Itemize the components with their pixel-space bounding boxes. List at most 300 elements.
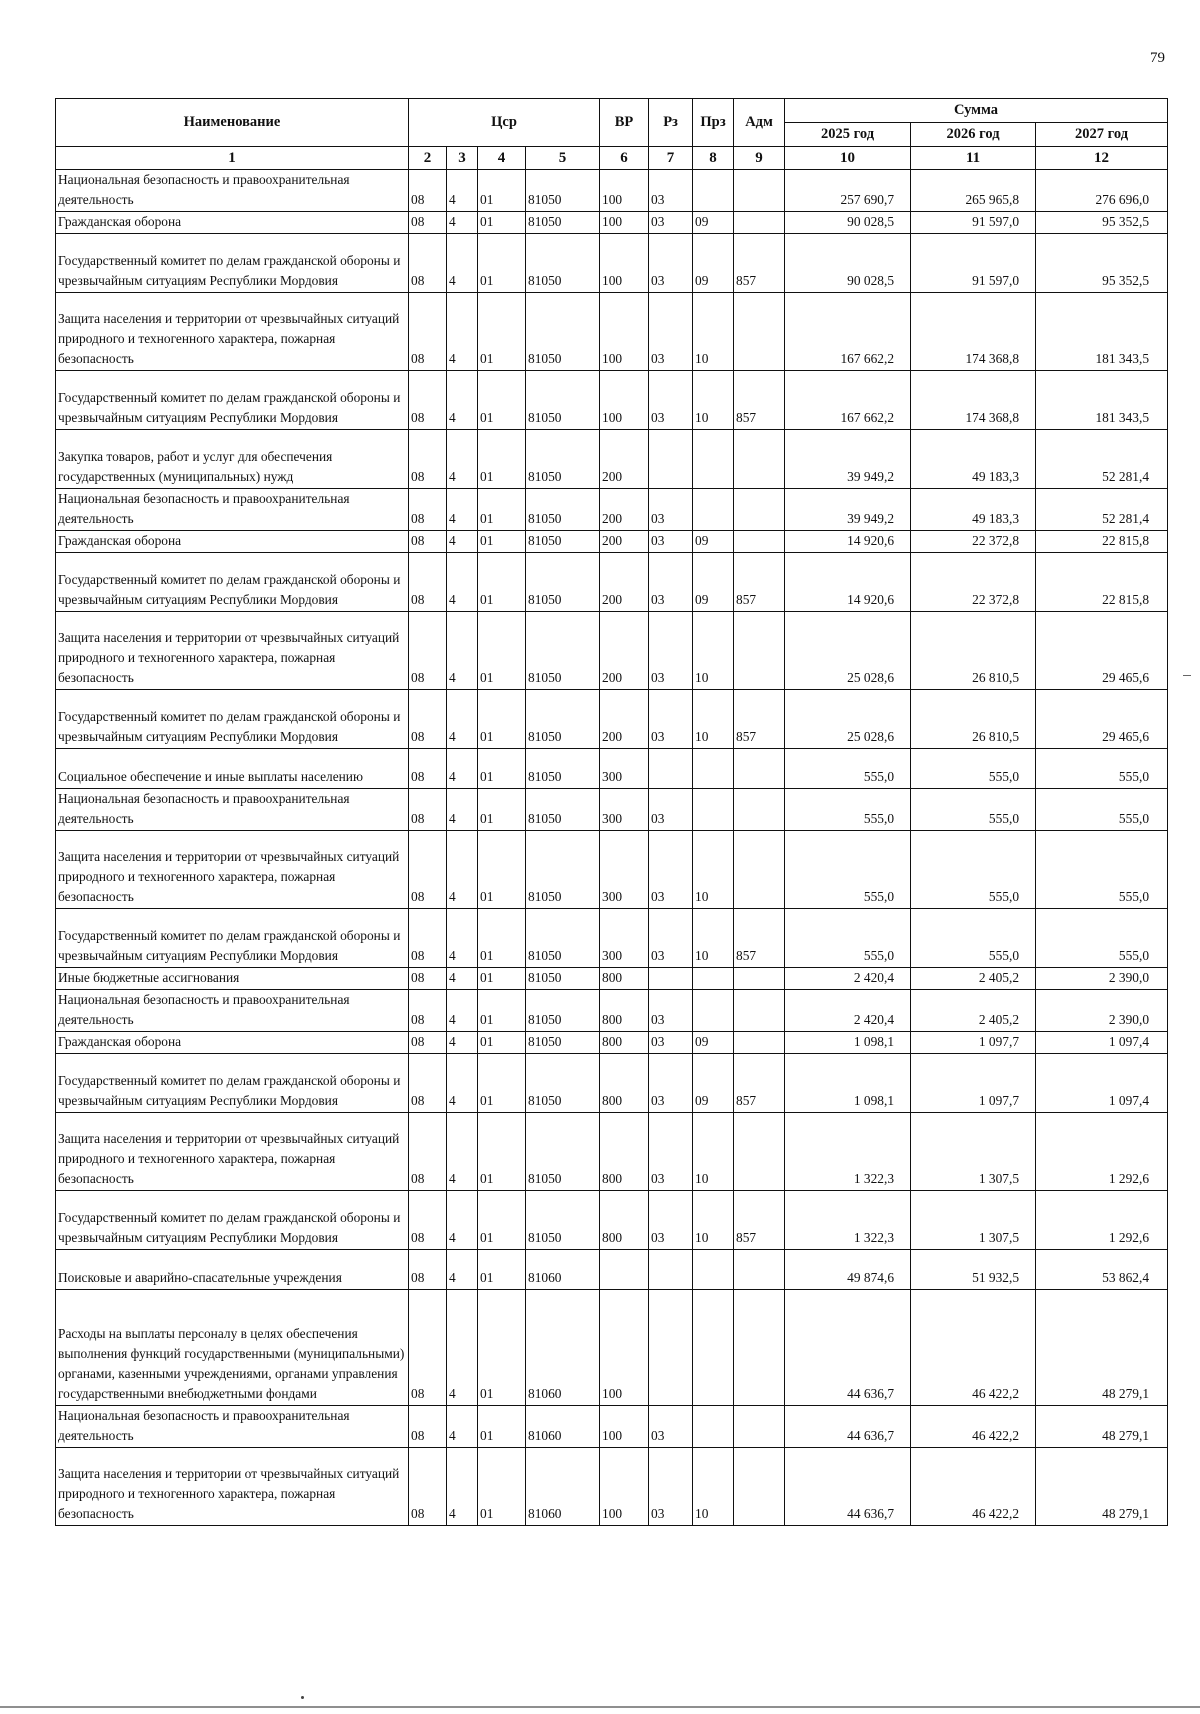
row-name: Социальное обеспечение и иные выплаты населению bbox=[56, 749, 409, 789]
table-row bbox=[56, 371, 1168, 430]
sum-2027: 555,0 bbox=[1036, 749, 1168, 789]
csr-part-1: 08 bbox=[409, 968, 447, 990]
row-name: Защита населения и территории от чрезвычайных ситуаций природного и техногенного характера, пожарная безопасность bbox=[56, 831, 409, 909]
vr-cell: 300 bbox=[600, 749, 649, 789]
csr-part-4: 81050 bbox=[526, 909, 600, 968]
row-name: Национальная безопасность и правоохранительная деятельность bbox=[56, 789, 409, 831]
sum-2027: 29 465,6 bbox=[1036, 690, 1168, 749]
header-sum: Сумма bbox=[785, 99, 1168, 123]
sum-2025: 25 028,6 bbox=[785, 690, 911, 749]
column-number: 7 bbox=[649, 147, 693, 170]
vr-cell: 800 bbox=[600, 990, 649, 1032]
table-row bbox=[56, 612, 1168, 690]
csr-part-4: 81060 bbox=[526, 1406, 600, 1448]
adm-cell bbox=[734, 1448, 785, 1526]
adm-cell: 857 bbox=[734, 1054, 785, 1113]
table-row bbox=[56, 968, 1168, 990]
column-number: 12 bbox=[1036, 147, 1168, 170]
column-number: 9 bbox=[734, 147, 785, 170]
table-row bbox=[56, 489, 1168, 531]
csr-part-2: 4 bbox=[447, 212, 478, 234]
rz-cell: 03 bbox=[649, 1054, 693, 1113]
table-row bbox=[56, 234, 1168, 293]
csr-part-4: 81050 bbox=[526, 553, 600, 612]
sum-2025: 49 874,6 bbox=[785, 1250, 911, 1290]
sum-2027: 48 279,1 bbox=[1036, 1448, 1168, 1526]
sum-2027: 555,0 bbox=[1036, 789, 1168, 831]
csr-part-3: 01 bbox=[478, 789, 526, 831]
row-name: Гражданская оборона bbox=[56, 212, 409, 234]
vr-cell: 800 bbox=[600, 968, 649, 990]
row-name: Защита населения и территории от чрезвычайных ситуаций природного и техногенного характера, пожарная безопасность bbox=[56, 612, 409, 690]
rz-cell: 03 bbox=[649, 1406, 693, 1448]
sum-2025: 14 920,6 bbox=[785, 531, 911, 553]
column-number: 8 bbox=[693, 147, 734, 170]
vr-cell: 100 bbox=[600, 1448, 649, 1526]
sum-2025: 1 322,3 bbox=[785, 1113, 911, 1191]
csr-part-1: 08 bbox=[409, 170, 447, 212]
csr-part-4: 81060 bbox=[526, 1290, 600, 1406]
prz-cell bbox=[693, 1290, 734, 1406]
adm-cell bbox=[734, 489, 785, 531]
adm-cell: 857 bbox=[734, 553, 785, 612]
rz-cell bbox=[649, 430, 693, 489]
rz-cell: 03 bbox=[649, 690, 693, 749]
sum-2025: 90 028,5 bbox=[785, 212, 911, 234]
vr-cell: 100 bbox=[600, 1406, 649, 1448]
rz-cell: 03 bbox=[649, 1113, 693, 1191]
prz-cell: 10 bbox=[693, 293, 734, 371]
table-row bbox=[56, 990, 1168, 1032]
vr-cell: 300 bbox=[600, 789, 649, 831]
csr-part-3: 01 bbox=[478, 612, 526, 690]
vr-cell: 800 bbox=[600, 1054, 649, 1113]
adm-cell bbox=[734, 749, 785, 789]
rz-cell bbox=[649, 1290, 693, 1406]
csr-part-4: 81050 bbox=[526, 749, 600, 789]
csr-part-4: 81060 bbox=[526, 1448, 600, 1526]
csr-part-2: 4 bbox=[447, 612, 478, 690]
sum-2025: 2 420,4 bbox=[785, 968, 911, 990]
csr-part-3: 01 bbox=[478, 690, 526, 749]
rz-cell: 03 bbox=[649, 170, 693, 212]
header-year-2026: 2026 год bbox=[911, 123, 1036, 147]
header-adm: Адм bbox=[734, 99, 785, 147]
table-body bbox=[56, 170, 1168, 1526]
column-number: 1 bbox=[56, 147, 409, 170]
row-name: Национальная безопасность и правоохранительная деятельность bbox=[56, 1406, 409, 1448]
sum-2026: 265 965,8 bbox=[911, 170, 1036, 212]
sum-2025: 555,0 bbox=[785, 789, 911, 831]
adm-cell bbox=[734, 1032, 785, 1054]
rz-cell: 03 bbox=[649, 212, 693, 234]
csr-part-2: 4 bbox=[447, 234, 478, 293]
adm-cell bbox=[734, 293, 785, 371]
rz-cell: 03 bbox=[649, 789, 693, 831]
rz-cell: 03 bbox=[649, 293, 693, 371]
csr-part-3: 01 bbox=[478, 1406, 526, 1448]
csr-part-1: 08 bbox=[409, 293, 447, 371]
csr-part-4: 81050 bbox=[526, 234, 600, 293]
sum-2025: 1 098,1 bbox=[785, 1032, 911, 1054]
csr-part-4: 81050 bbox=[526, 690, 600, 749]
vr-cell bbox=[600, 1250, 649, 1290]
column-number: 11 bbox=[911, 147, 1036, 170]
rz-cell bbox=[649, 968, 693, 990]
adm-cell: 857 bbox=[734, 909, 785, 968]
sum-2027: 181 343,5 bbox=[1036, 371, 1168, 430]
csr-part-4: 81050 bbox=[526, 430, 600, 489]
row-name: Национальная безопасность и правоохранительная деятельность bbox=[56, 990, 409, 1032]
rz-cell: 03 bbox=[649, 831, 693, 909]
csr-part-1: 08 bbox=[409, 612, 447, 690]
adm-cell bbox=[734, 831, 785, 909]
sum-2025: 167 662,2 bbox=[785, 293, 911, 371]
prz-cell bbox=[693, 968, 734, 990]
column-number: 3 bbox=[447, 147, 478, 170]
header-year-2025: 2025 год bbox=[785, 123, 911, 147]
csr-part-4: 81050 bbox=[526, 968, 600, 990]
csr-part-2: 4 bbox=[447, 690, 478, 749]
column-number: 5 bbox=[526, 147, 600, 170]
csr-part-1: 08 bbox=[409, 990, 447, 1032]
csr-part-3: 01 bbox=[478, 430, 526, 489]
prz-cell bbox=[693, 749, 734, 789]
table-row bbox=[56, 1032, 1168, 1054]
prz-cell bbox=[693, 990, 734, 1032]
adm-cell bbox=[734, 789, 785, 831]
sum-2026: 46 422,2 bbox=[911, 1290, 1036, 1406]
sum-2026: 91 597,0 bbox=[911, 234, 1036, 293]
csr-part-3: 01 bbox=[478, 1290, 526, 1406]
csr-part-3: 01 bbox=[478, 749, 526, 789]
table-row bbox=[56, 1250, 1168, 1290]
csr-part-1: 08 bbox=[409, 1054, 447, 1113]
sum-2025: 555,0 bbox=[785, 749, 911, 789]
csr-part-4: 81050 bbox=[526, 489, 600, 531]
csr-part-3: 01 bbox=[478, 909, 526, 968]
csr-part-2: 4 bbox=[447, 1406, 478, 1448]
csr-part-4: 81050 bbox=[526, 831, 600, 909]
table-row bbox=[56, 430, 1168, 489]
sum-2026: 1 307,5 bbox=[911, 1191, 1036, 1250]
csr-part-3: 01 bbox=[478, 489, 526, 531]
vr-cell: 800 bbox=[600, 1191, 649, 1250]
sum-2026: 555,0 bbox=[911, 831, 1036, 909]
csr-part-4: 81050 bbox=[526, 1032, 600, 1054]
row-name: Государственный комитет по делам гражданской обороны и чрезвычайным ситуациям Республики Мордовия bbox=[56, 1054, 409, 1113]
prz-cell: 10 bbox=[693, 1191, 734, 1250]
csr-part-2: 4 bbox=[447, 909, 478, 968]
csr-part-4: 81050 bbox=[526, 789, 600, 831]
row-name: Защита населения и территории от чрезвычайных ситуаций природного и техногенного характера, пожарная безопасность bbox=[56, 293, 409, 371]
page-number: 79 bbox=[1150, 50, 1165, 66]
rz-cell: 03 bbox=[649, 1448, 693, 1526]
csr-part-4: 81050 bbox=[526, 1113, 600, 1191]
csr-part-3: 01 bbox=[478, 968, 526, 990]
prz-cell bbox=[693, 430, 734, 489]
sum-2027: 52 281,4 bbox=[1036, 430, 1168, 489]
sum-2025: 39 949,2 bbox=[785, 489, 911, 531]
sum-2027: 53 862,4 bbox=[1036, 1250, 1168, 1290]
adm-cell bbox=[734, 968, 785, 990]
row-name: Иные бюджетные ассигнования bbox=[56, 968, 409, 990]
sum-2026: 1 097,7 bbox=[911, 1032, 1036, 1054]
csr-part-2: 4 bbox=[447, 968, 478, 990]
header-year-2027: 2027 год bbox=[1036, 123, 1168, 147]
sum-2026: 555,0 bbox=[911, 749, 1036, 789]
csr-part-1: 08 bbox=[409, 1290, 447, 1406]
sum-2027: 1 097,4 bbox=[1036, 1032, 1168, 1054]
budget-table bbox=[55, 98, 1168, 1526]
sum-2025: 14 920,6 bbox=[785, 553, 911, 612]
vr-cell: 200 bbox=[600, 690, 649, 749]
rz-cell bbox=[649, 1250, 693, 1290]
scan-edge-line bbox=[0, 1706, 1200, 1708]
sum-2026: 1 307,5 bbox=[911, 1113, 1036, 1191]
sum-2025: 39 949,2 bbox=[785, 430, 911, 489]
csr-part-1: 08 bbox=[409, 831, 447, 909]
sum-2026: 51 932,5 bbox=[911, 1250, 1036, 1290]
csr-part-3: 01 bbox=[478, 234, 526, 293]
sum-2027: 276 696,0 bbox=[1036, 170, 1168, 212]
vr-cell: 200 bbox=[600, 531, 649, 553]
prz-cell: 09 bbox=[693, 553, 734, 612]
csr-part-2: 4 bbox=[447, 293, 478, 371]
adm-cell bbox=[734, 990, 785, 1032]
csr-part-3: 01 bbox=[478, 1250, 526, 1290]
sum-2027: 181 343,5 bbox=[1036, 293, 1168, 371]
scan-mark bbox=[1183, 675, 1191, 676]
csr-part-2: 4 bbox=[447, 531, 478, 553]
csr-part-2: 4 bbox=[447, 430, 478, 489]
sum-2027: 1 292,6 bbox=[1036, 1191, 1168, 1250]
sum-2025: 1 322,3 bbox=[785, 1191, 911, 1250]
sum-2026: 555,0 bbox=[911, 909, 1036, 968]
table-row bbox=[56, 553, 1168, 612]
rz-cell: 03 bbox=[649, 1191, 693, 1250]
csr-part-3: 01 bbox=[478, 1054, 526, 1113]
table-row bbox=[56, 170, 1168, 212]
csr-part-4: 81060 bbox=[526, 1250, 600, 1290]
csr-part-2: 4 bbox=[447, 553, 478, 612]
vr-cell: 100 bbox=[600, 212, 649, 234]
csr-part-3: 01 bbox=[478, 1032, 526, 1054]
table-row bbox=[56, 789, 1168, 831]
vr-cell: 100 bbox=[600, 293, 649, 371]
sum-2027: 95 352,5 bbox=[1036, 212, 1168, 234]
rz-cell: 03 bbox=[649, 909, 693, 968]
table-row bbox=[56, 1191, 1168, 1250]
csr-part-1: 08 bbox=[409, 489, 447, 531]
csr-part-4: 81050 bbox=[526, 990, 600, 1032]
sum-2026: 22 372,8 bbox=[911, 531, 1036, 553]
csr-part-3: 01 bbox=[478, 371, 526, 430]
csr-part-2: 4 bbox=[447, 1448, 478, 1526]
rz-cell: 03 bbox=[649, 553, 693, 612]
prz-cell bbox=[693, 1250, 734, 1290]
table-row bbox=[56, 531, 1168, 553]
prz-cell: 09 bbox=[693, 234, 734, 293]
csr-part-1: 08 bbox=[409, 234, 447, 293]
adm-cell bbox=[734, 1290, 785, 1406]
prz-cell: 09 bbox=[693, 212, 734, 234]
csr-part-2: 4 bbox=[447, 371, 478, 430]
csr-part-1: 08 bbox=[409, 1448, 447, 1526]
csr-part-3: 01 bbox=[478, 553, 526, 612]
sum-2026: 46 422,2 bbox=[911, 1406, 1036, 1448]
column-number-row bbox=[56, 147, 1168, 170]
row-name: Расходы на выплаты персоналу в целях обеспечения выполнения функций государственными (муниципальными) органами, казенными учреждениями, органами управления государственными внебюджетными фондами bbox=[56, 1290, 409, 1406]
sum-2025: 44 636,7 bbox=[785, 1290, 911, 1406]
csr-part-1: 08 bbox=[409, 553, 447, 612]
csr-part-4: 81050 bbox=[526, 293, 600, 371]
sum-2027: 1 292,6 bbox=[1036, 1113, 1168, 1191]
csr-part-3: 01 bbox=[478, 212, 526, 234]
column-number: 6 bbox=[600, 147, 649, 170]
csr-part-2: 4 bbox=[447, 489, 478, 531]
rz-cell: 03 bbox=[649, 990, 693, 1032]
row-name: Государственный комитет по делам гражданской обороны и чрезвычайным ситуациям Республики Мордовия bbox=[56, 553, 409, 612]
sum-2026: 26 810,5 bbox=[911, 612, 1036, 690]
row-name: Гражданская оборона bbox=[56, 531, 409, 553]
csr-part-1: 08 bbox=[409, 371, 447, 430]
sum-2027: 52 281,4 bbox=[1036, 489, 1168, 531]
csr-part-1: 08 bbox=[409, 1113, 447, 1191]
csr-part-2: 4 bbox=[447, 789, 478, 831]
adm-cell bbox=[734, 212, 785, 234]
vr-cell: 200 bbox=[600, 489, 649, 531]
sum-2026: 174 368,8 bbox=[911, 371, 1036, 430]
header-prz: Прз bbox=[693, 99, 734, 147]
rz-cell: 03 bbox=[649, 612, 693, 690]
csr-part-2: 4 bbox=[447, 170, 478, 212]
row-name: Гражданская оборона bbox=[56, 1032, 409, 1054]
csr-part-2: 4 bbox=[447, 1250, 478, 1290]
table-row bbox=[56, 749, 1168, 789]
sum-2027: 2 390,0 bbox=[1036, 990, 1168, 1032]
csr-part-3: 01 bbox=[478, 990, 526, 1032]
vr-cell: 300 bbox=[600, 909, 649, 968]
prz-cell: 09 bbox=[693, 531, 734, 553]
csr-part-1: 08 bbox=[409, 1191, 447, 1250]
csr-part-1: 08 bbox=[409, 430, 447, 489]
csr-part-1: 08 bbox=[409, 212, 447, 234]
header-rz: Рз bbox=[649, 99, 693, 147]
rz-cell: 03 bbox=[649, 489, 693, 531]
csr-part-2: 4 bbox=[447, 1191, 478, 1250]
prz-cell: 09 bbox=[693, 1032, 734, 1054]
table-row bbox=[56, 212, 1168, 234]
csr-part-3: 01 bbox=[478, 831, 526, 909]
sum-2026: 49 183,3 bbox=[911, 489, 1036, 531]
table-row bbox=[56, 1406, 1168, 1448]
csr-part-4: 81050 bbox=[526, 371, 600, 430]
sum-2027: 48 279,1 bbox=[1036, 1406, 1168, 1448]
sum-2027: 555,0 bbox=[1036, 909, 1168, 968]
sum-2027: 2 390,0 bbox=[1036, 968, 1168, 990]
csr-part-2: 4 bbox=[447, 1113, 478, 1191]
sum-2025: 25 028,6 bbox=[785, 612, 911, 690]
csr-part-1: 08 bbox=[409, 749, 447, 789]
csr-part-3: 01 bbox=[478, 293, 526, 371]
sum-2026: 46 422,2 bbox=[911, 1448, 1036, 1526]
adm-cell bbox=[734, 1250, 785, 1290]
rz-cell: 03 bbox=[649, 531, 693, 553]
vr-cell: 100 bbox=[600, 170, 649, 212]
csr-part-3: 01 bbox=[478, 1448, 526, 1526]
sum-2025: 167 662,2 bbox=[785, 371, 911, 430]
header-vr: ВР bbox=[600, 99, 649, 147]
csr-part-1: 08 bbox=[409, 690, 447, 749]
table-row bbox=[56, 293, 1168, 371]
column-number: 10 bbox=[785, 147, 911, 170]
adm-cell bbox=[734, 1113, 785, 1191]
sum-2026: 1 097,7 bbox=[911, 1054, 1036, 1113]
csr-part-2: 4 bbox=[447, 1032, 478, 1054]
csr-part-4: 81050 bbox=[526, 1054, 600, 1113]
csr-part-3: 01 bbox=[478, 1113, 526, 1191]
prz-cell: 09 bbox=[693, 1054, 734, 1113]
table-row bbox=[56, 831, 1168, 909]
csr-part-2: 4 bbox=[447, 831, 478, 909]
table-row bbox=[56, 909, 1168, 968]
csr-part-2: 4 bbox=[447, 749, 478, 789]
row-name: Государственный комитет по делам гражданской обороны и чрезвычайным ситуациям Республики Мордовия bbox=[56, 690, 409, 749]
adm-cell bbox=[734, 612, 785, 690]
csr-part-2: 4 bbox=[447, 1290, 478, 1406]
row-name: Государственный комитет по делам гражданской обороны и чрезвычайным ситуациям Республики Мордовия bbox=[56, 909, 409, 968]
sum-2025: 257 690,7 bbox=[785, 170, 911, 212]
prz-cell bbox=[693, 489, 734, 531]
adm-cell bbox=[734, 531, 785, 553]
sum-2026: 26 810,5 bbox=[911, 690, 1036, 749]
csr-part-2: 4 bbox=[447, 1054, 478, 1113]
header-name: Наименование bbox=[56, 99, 409, 147]
sum-2027: 22 815,8 bbox=[1036, 553, 1168, 612]
sum-2027: 1 097,4 bbox=[1036, 1054, 1168, 1113]
csr-part-3: 01 bbox=[478, 1191, 526, 1250]
row-name: Государственный комитет по делам гражданской обороны и чрезвычайным ситуациям Республики Мордовия bbox=[56, 371, 409, 430]
sum-2027: 29 465,6 bbox=[1036, 612, 1168, 690]
prz-cell: 10 bbox=[693, 371, 734, 430]
sum-2027: 22 815,8 bbox=[1036, 531, 1168, 553]
csr-part-3: 01 bbox=[478, 170, 526, 212]
prz-cell bbox=[693, 1406, 734, 1448]
sum-2025: 90 028,5 bbox=[785, 234, 911, 293]
table-row bbox=[56, 1290, 1168, 1406]
row-name: Национальная безопасность и правоохранительная деятельность bbox=[56, 170, 409, 212]
row-name: Закупка товаров, работ и услуг для обеспечения государственных (муниципальных) нужд bbox=[56, 430, 409, 489]
csr-part-1: 08 bbox=[409, 1250, 447, 1290]
csr-part-1: 08 bbox=[409, 1032, 447, 1054]
vr-cell: 200 bbox=[600, 553, 649, 612]
vr-cell: 800 bbox=[600, 1113, 649, 1191]
sum-2026: 2 405,2 bbox=[911, 968, 1036, 990]
vr-cell: 100 bbox=[600, 234, 649, 293]
csr-part-4: 81050 bbox=[526, 170, 600, 212]
sum-2026: 91 597,0 bbox=[911, 212, 1036, 234]
sum-2026: 22 372,8 bbox=[911, 553, 1036, 612]
prz-cell bbox=[693, 170, 734, 212]
sum-2026: 555,0 bbox=[911, 789, 1036, 831]
sum-2026: 2 405,2 bbox=[911, 990, 1036, 1032]
vr-cell: 200 bbox=[600, 612, 649, 690]
vr-cell: 100 bbox=[600, 371, 649, 430]
csr-part-4: 81050 bbox=[526, 612, 600, 690]
prz-cell: 10 bbox=[693, 690, 734, 749]
csr-part-1: 08 bbox=[409, 909, 447, 968]
